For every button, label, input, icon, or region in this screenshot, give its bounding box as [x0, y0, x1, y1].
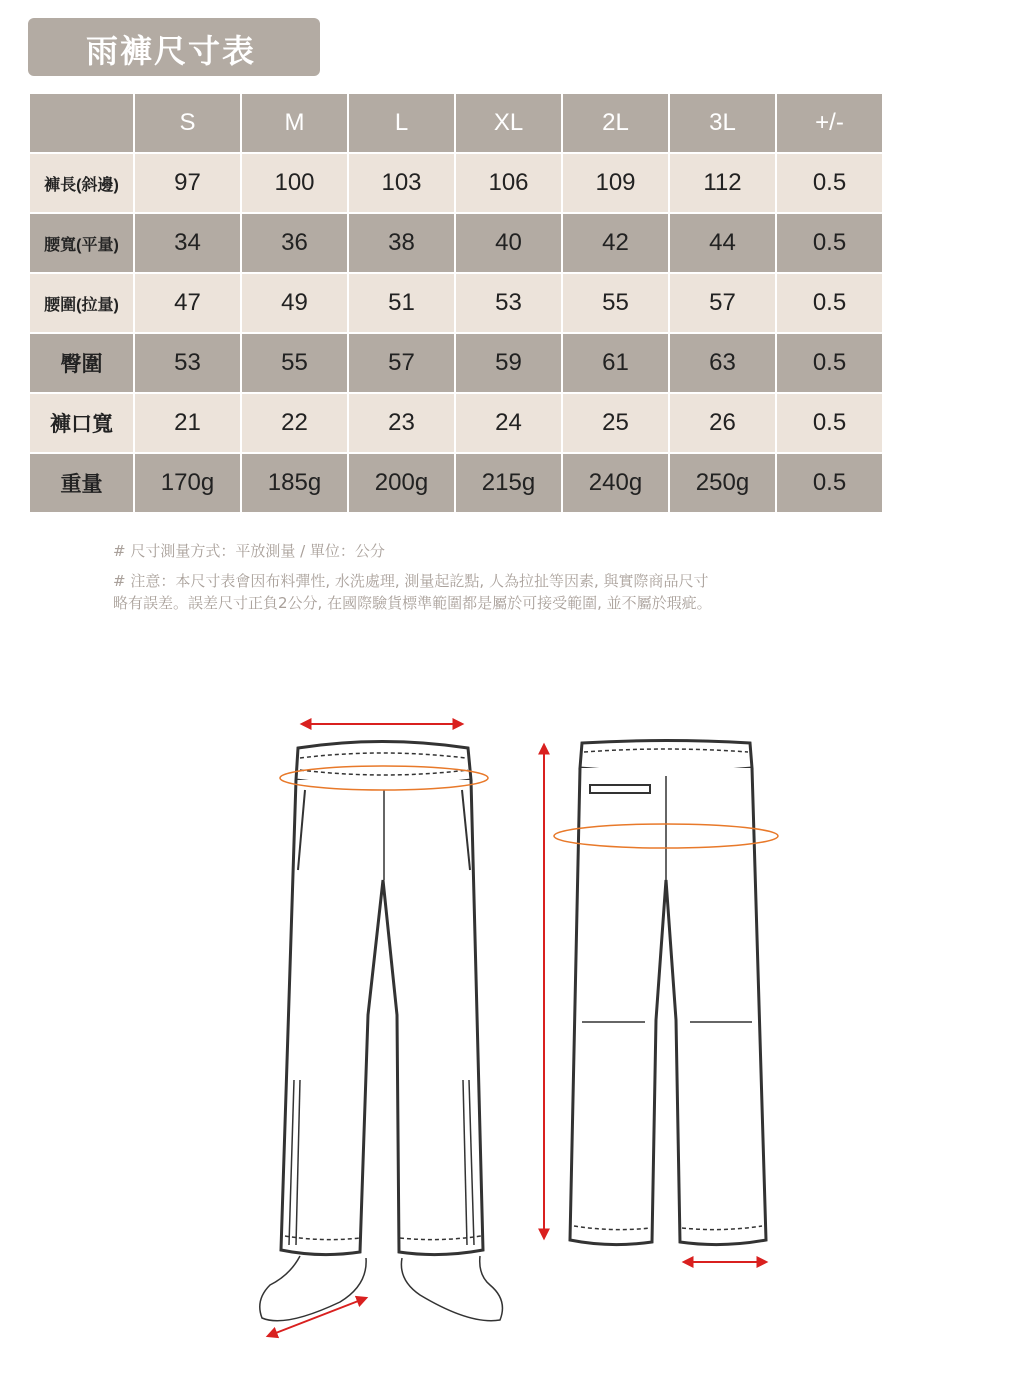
table-cell: 23: [349, 394, 454, 452]
column-header: S: [135, 94, 240, 152]
table-cell: 106: [456, 154, 561, 212]
table-cell: 40: [456, 214, 561, 272]
table-row: [30, 214, 882, 272]
row-label: 褲長(斜邊): [30, 154, 133, 212]
table-cell: 36: [242, 214, 347, 272]
pants-diagram: [0, 640, 1024, 1360]
row-label: 腰圍(拉量): [30, 274, 133, 332]
table-cell: 0.5: [777, 154, 882, 212]
title-tab: [28, 18, 320, 76]
table-cell: 0.5: [777, 274, 882, 332]
back-pants-drawing: [570, 741, 766, 1245]
table-cell: 24: [456, 394, 561, 452]
table-cell: 59: [456, 334, 561, 392]
table-cell: 200g: [349, 454, 454, 512]
table-cell: 250g: [670, 454, 775, 512]
table-cell: 185g: [242, 454, 347, 512]
table-cell: 57: [349, 334, 454, 392]
table-cell: 53: [135, 334, 240, 392]
table-cell: 44: [670, 214, 775, 272]
header-row: [30, 94, 882, 152]
table-cell: 55: [242, 334, 347, 392]
column-header: +/-: [777, 94, 882, 152]
row-label: 重量: [30, 454, 133, 512]
table-cell: 22: [242, 394, 347, 452]
row-label: 腰寬(平量): [30, 214, 133, 272]
table-cell: 51: [349, 274, 454, 332]
table-cell: 103: [349, 154, 454, 212]
table-cell: 47: [135, 274, 240, 332]
table-cell: 170g: [135, 454, 240, 512]
table-cell: 0.5: [777, 214, 882, 272]
table-row: [30, 154, 882, 212]
table-cell: 97: [135, 154, 240, 212]
column-header: XL: [456, 94, 561, 152]
table-cell: 61: [563, 334, 668, 392]
table-cell: 0.5: [777, 334, 882, 392]
table-row: [30, 334, 882, 392]
table-cell: 34: [135, 214, 240, 272]
table-cell: 63: [670, 334, 775, 392]
row-label: 褲口寬: [30, 394, 133, 452]
table-row: [30, 394, 882, 452]
page-title: 雨褲尺寸表: [86, 32, 257, 70]
table-cell: 109: [563, 154, 668, 212]
note-measure-method: # 尺寸測量方式：平放測量 / 單位：公分: [113, 542, 385, 560]
measurement-notes: [113, 540, 712, 614]
table-row: [30, 454, 882, 512]
column-header: 2L: [563, 94, 668, 152]
table-cell: 53: [456, 274, 561, 332]
note-disclaimer-2: 略有誤差。誤差尺寸正負2公分, 在國際驗貨標準範圍都是屬於可接受範圍, 並不屬於瑕疵。: [113, 594, 712, 612]
table-cell: 42: [563, 214, 668, 272]
table-cell: 25: [563, 394, 668, 452]
note-disclaimer-1: # 注意：本尺寸表會因布料彈性, 水洗處理, 測量起訖點, 人為拉扯等因素, 與實際商品尺寸: [113, 572, 709, 590]
table-cell: 112: [670, 154, 775, 212]
table-cell: 57: [670, 274, 775, 332]
table-cell: 55: [563, 274, 668, 332]
table-row: [30, 274, 882, 332]
table-cell: 240g: [563, 454, 668, 512]
column-header: L: [349, 94, 454, 152]
front-pants-drawing: [260, 742, 503, 1321]
table-cell: 100: [242, 154, 347, 212]
size-table: [28, 92, 884, 514]
table-cell: 215g: [456, 454, 561, 512]
row-label: 臀圍: [30, 334, 133, 392]
table-cell: 0.5: [777, 394, 882, 452]
table-cell: 0.5: [777, 454, 882, 512]
table-cell: 38: [349, 214, 454, 272]
hem-width-arrow-front: [268, 1298, 366, 1336]
column-header: 3L: [670, 94, 775, 152]
column-header: M: [242, 94, 347, 152]
table-cell: 26: [670, 394, 775, 452]
table-cell: 49: [242, 274, 347, 332]
table-cell: 21: [135, 394, 240, 452]
corner-cell: [30, 94, 133, 152]
